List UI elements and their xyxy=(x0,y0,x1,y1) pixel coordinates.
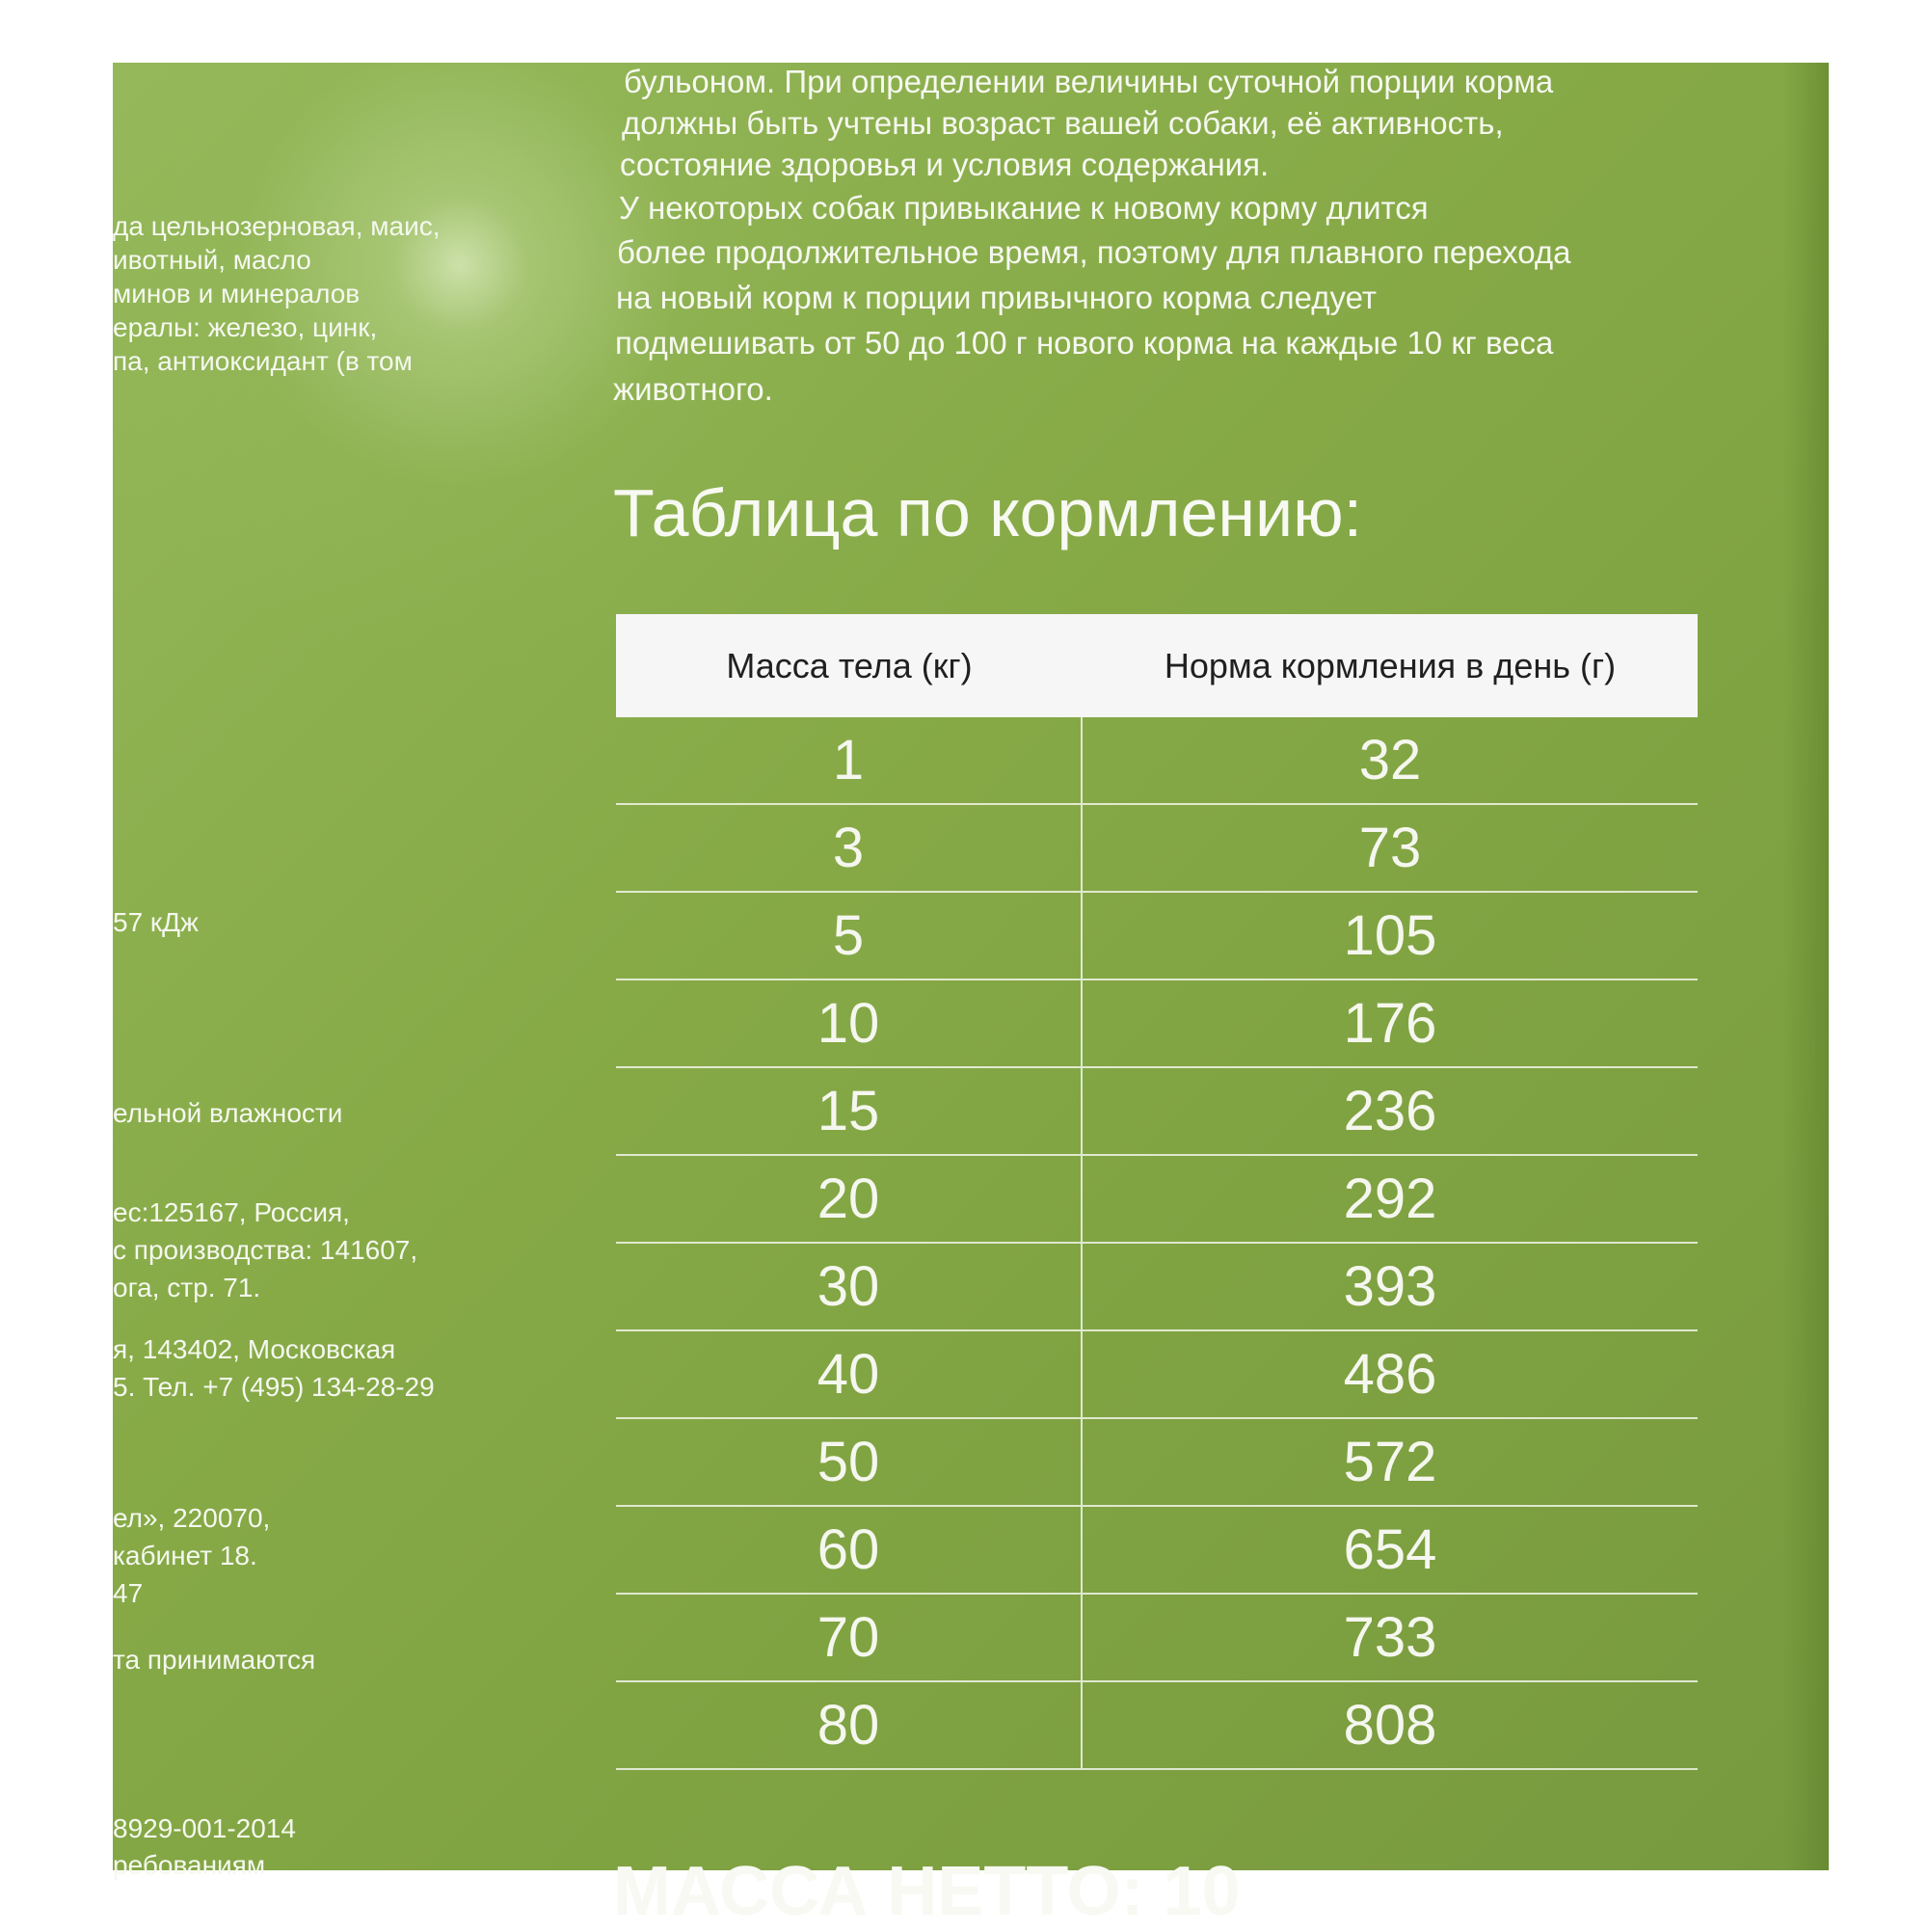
package-edge-shade xyxy=(1782,63,1829,1870)
table-header xyxy=(616,614,1698,717)
weight-cell: 70 xyxy=(616,1595,1083,1680)
storage-line: ельной влажности xyxy=(113,1098,343,1128)
norm-cell: 32 xyxy=(1358,729,1422,792)
composition-line: ивотный, масло xyxy=(113,245,311,275)
table-row xyxy=(616,1244,1698,1331)
instruction-line: подмешивать от 50 до 100 г нового корма на каждые 10 кг веса xyxy=(615,325,1554,361)
norm-cell: 572 xyxy=(1343,1431,1437,1493)
composition-line: ералы: железо, цинк, xyxy=(113,312,378,342)
weight-cell: 5 xyxy=(616,893,1083,979)
weight-cell: 3 xyxy=(616,805,1083,891)
instruction-line: должны быть учтены возраст вашей собаки, её активность, xyxy=(622,105,1504,141)
instruction-line: бульоном. При определении величины суточной порции корма xyxy=(624,64,1554,99)
table-row xyxy=(616,1068,1698,1156)
table-row xyxy=(616,1595,1698,1682)
feeding-table xyxy=(616,614,1698,1770)
address-line: ес:125167, Россия, xyxy=(113,1197,350,1227)
instruction-line: на новый корм к порции привычного корма следует xyxy=(616,280,1378,315)
weight-cell: 30 xyxy=(616,1244,1083,1329)
composition-line: минов и минералов xyxy=(113,279,361,309)
table-row xyxy=(616,1156,1698,1244)
standard-line: ребованиям xyxy=(113,1850,266,1880)
importer-line: я, 143402, Московская xyxy=(113,1334,396,1364)
table-row xyxy=(616,893,1698,980)
instruction-line: животного. xyxy=(613,371,773,407)
claims-line: та принимаются xyxy=(113,1645,316,1675)
norm-cell: 654 xyxy=(1343,1518,1437,1581)
standard-line: 8929-001-2014 xyxy=(113,1813,296,1843)
norm-cell: 393 xyxy=(1343,1255,1437,1318)
weight-cell: 40 xyxy=(616,1331,1083,1417)
table-row xyxy=(616,805,1698,893)
table-row xyxy=(616,1331,1698,1419)
norm-cell: 73 xyxy=(1358,817,1422,879)
instruction-line: У некоторых собак привыкание к новому корму длится xyxy=(619,190,1429,226)
composition-column xyxy=(113,63,556,1880)
weight-cell: 20 xyxy=(616,1156,1083,1242)
norm-cell: 236 xyxy=(1343,1080,1437,1142)
package-panel xyxy=(113,63,1829,1930)
table-row xyxy=(616,1682,1698,1770)
table-row xyxy=(616,980,1698,1068)
instruction-line: состояние здоровья и условия содержания. xyxy=(620,147,1270,182)
composition-line: па, антиоксидант (в том xyxy=(113,346,413,376)
weight-cell: 10 xyxy=(616,980,1083,1066)
belarus-importer-line: 47 xyxy=(113,1578,144,1608)
weight-cell: 80 xyxy=(616,1682,1083,1768)
norm-cell: 176 xyxy=(1343,992,1437,1055)
norm-cell: 486 xyxy=(1343,1343,1437,1406)
importer-line: 5. Тел. +7 (495) 134-28-29 xyxy=(113,1372,435,1402)
norm-cell: 292 xyxy=(1343,1167,1437,1230)
weight-cell: 15 xyxy=(616,1068,1083,1154)
table-row xyxy=(616,1507,1698,1595)
feeding-table-title: Таблица по кормлению: xyxy=(613,475,1363,550)
norm-cell: 733 xyxy=(1343,1606,1437,1669)
belarus-importer-line: кабинет 18. xyxy=(113,1541,257,1570)
header-daily-norm: Норма кормления в день (г) xyxy=(1164,645,1617,685)
address-line: ога, стр. 71. xyxy=(113,1273,261,1302)
net-weight-heading: МАССА НЕТТО: 10 xyxy=(613,1853,1241,1930)
table-row xyxy=(616,1419,1698,1507)
table-row xyxy=(616,717,1698,805)
belarus-importer-line: ел», 220070, xyxy=(113,1503,271,1533)
instruction-line: более продолжительное время, поэтому для плавного перехода xyxy=(617,234,1571,270)
norm-cell: 105 xyxy=(1343,904,1437,967)
address-line: с производства: 141607, xyxy=(113,1235,418,1265)
header-body-weight: Масса тела (кг) xyxy=(726,645,973,685)
weight-cell: 50 xyxy=(616,1419,1083,1505)
weight-cell: 60 xyxy=(616,1507,1083,1593)
energy-value-line: 57 кДж xyxy=(113,907,199,937)
composition-line: да цельнозерновая, маис, xyxy=(113,211,441,241)
norm-cell: 808 xyxy=(1343,1694,1437,1757)
weight-cell: 1 xyxy=(616,717,1083,803)
